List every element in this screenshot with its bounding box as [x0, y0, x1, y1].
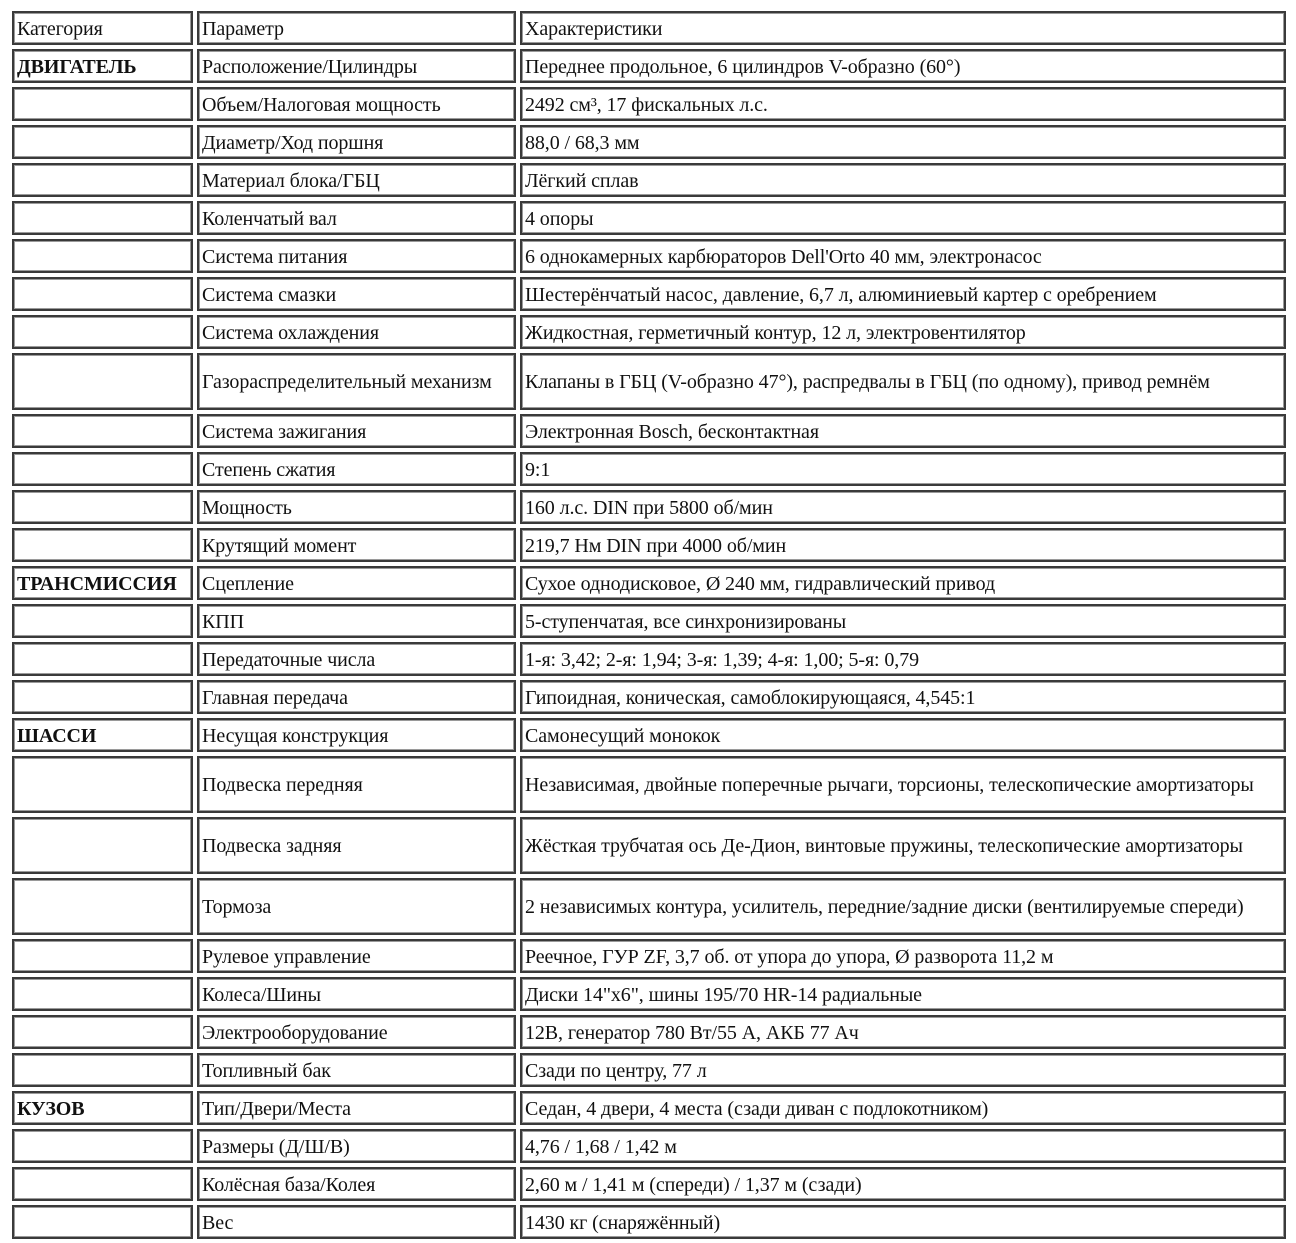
table-row: [12, 1129, 1286, 1163]
category-cell: [12, 163, 193, 197]
spec-table-body: [12, 11, 1286, 1239]
table-row: [12, 452, 1286, 486]
parameter-cell: Коленчатый вал: [197, 201, 516, 235]
table-row: [12, 1091, 1286, 1125]
value-cell: 2 независимых контура, усилитель, передние/задние диски (вентилируемые спереди): [520, 878, 1286, 935]
parameter-cell: Система зажигания: [197, 414, 516, 448]
value-cell: 88,0 / 68,3 мм: [520, 125, 1286, 159]
table-row: [12, 414, 1286, 448]
table-row: [12, 878, 1286, 935]
category-cell: КУЗОВ: [12, 1091, 193, 1125]
value-cell: 1430 кг (снаряжённый): [520, 1205, 1286, 1239]
category-cell: [12, 817, 193, 874]
value-cell: Жидкостная, герметичный контур, 12 л, электровентилятор: [520, 315, 1286, 349]
category-cell: [12, 125, 193, 159]
table-row: [12, 315, 1286, 349]
value-cell: Жёсткая трубчатая ось Де-Дион, винтовые пружины, телескопические амортизаторы: [520, 817, 1286, 874]
parameter-cell: Объем/Налоговая мощность: [197, 87, 516, 121]
category-cell: [12, 1129, 193, 1163]
value-cell: Электронная Bosch, бесконтактная: [520, 414, 1286, 448]
spec-table: [8, 7, 1290, 1243]
table-row: [12, 1015, 1286, 1049]
value-cell: 2,60 м / 1,41 м (спереди) / 1,37 м (сзади): [520, 1167, 1286, 1201]
parameter-cell: Расположение/Цилиндры: [197, 49, 516, 83]
parameter-cell: Крутящий момент: [197, 528, 516, 562]
table-row: [12, 939, 1286, 973]
header-characteristics: Характеристики: [520, 11, 1286, 45]
category-cell: [12, 939, 193, 973]
value-cell: Независимая, двойные поперечные рычаги, торсионы, телескопические амортизаторы: [520, 756, 1286, 813]
table-row: [12, 528, 1286, 562]
value-cell: Сухое однодисковое, Ø 240 мм, гидравлический привод: [520, 566, 1286, 600]
table-row: [12, 353, 1286, 410]
parameter-cell: Подвеска задняя: [197, 817, 516, 874]
value-cell: Клапаны в ГБЦ (V-образно 47°), распредвалы в ГБЦ (по одному), привод ремнём: [520, 353, 1286, 410]
category-cell: [12, 642, 193, 676]
category-cell: ДВИГАТЕЛЬ: [12, 49, 193, 83]
value-cell: Переднее продольное, 6 цилиндров V-образно (60°): [520, 49, 1286, 83]
category-cell: [12, 528, 193, 562]
category-cell: [12, 604, 193, 638]
table-row: [12, 163, 1286, 197]
value-cell: Гипоидная, коническая, самоблокирующаяся, 4,545:1: [520, 680, 1286, 714]
table-header-row: [12, 11, 1286, 45]
category-cell: [12, 1167, 193, 1201]
value-cell: Самонесущий монокок: [520, 718, 1286, 752]
table-row: [12, 49, 1286, 83]
value-cell: 160 л.с. DIN при 5800 об/мин: [520, 490, 1286, 524]
parameter-cell: Рулевое управление: [197, 939, 516, 973]
table-row: [12, 201, 1286, 235]
parameter-cell: Материал блока/ГБЦ: [197, 163, 516, 197]
category-cell: [12, 353, 193, 410]
parameter-cell: Колеса/Шины: [197, 977, 516, 1011]
table-row: [12, 490, 1286, 524]
value-cell: 2492 см³, 17 фискальных л.с.: [520, 87, 1286, 121]
parameter-cell: Система охлаждения: [197, 315, 516, 349]
parameter-cell: Размеры (Д/Ш/В): [197, 1129, 516, 1163]
parameter-cell: Подвеска передняя: [197, 756, 516, 813]
category-cell: [12, 1053, 193, 1087]
value-cell: 4,76 / 1,68 / 1,42 м: [520, 1129, 1286, 1163]
parameter-cell: Диаметр/Ход поршня: [197, 125, 516, 159]
header-parameter: Параметр: [197, 11, 516, 45]
value-cell: Реечное, ГУР ZF, 3,7 об. от упора до упора, Ø разворота 11,2 м: [520, 939, 1286, 973]
parameter-cell: Система питания: [197, 239, 516, 273]
value-cell: Шестерёнчатый насос, давление, 6,7 л, алюминиевый картер с оребрением: [520, 277, 1286, 311]
value-cell: 5-ступенчатая, все синхронизированы: [520, 604, 1286, 638]
parameter-cell: Газораспределительный механизм: [197, 353, 516, 410]
parameter-cell: Топливный бак: [197, 1053, 516, 1087]
table-row: [12, 680, 1286, 714]
table-row: [12, 642, 1286, 676]
table-row: [12, 756, 1286, 813]
value-cell: Диски 14"x6", шины 195/70 HR-14 радиальные: [520, 977, 1286, 1011]
table-row: [12, 87, 1286, 121]
category-cell: [12, 87, 193, 121]
parameter-cell: Сцепление: [197, 566, 516, 600]
value-cell: Седан, 4 двери, 4 места (сзади диван с подлокотником): [520, 1091, 1286, 1125]
table-row: [12, 604, 1286, 638]
value-cell: 6 однокамерных карбюраторов Dell'Orto 40 мм, электронасос: [520, 239, 1286, 273]
parameter-cell: Тип/Двери/Места: [197, 1091, 516, 1125]
category-cell: [12, 1205, 193, 1239]
header-category: Категория: [12, 11, 193, 45]
category-cell: [12, 414, 193, 448]
table-row: [12, 125, 1286, 159]
category-cell: ТРАНСМИССИЯ: [12, 566, 193, 600]
table-row: [12, 1167, 1286, 1201]
table-row: [12, 817, 1286, 874]
value-cell: Сзади по центру, 77 л: [520, 1053, 1286, 1087]
category-cell: [12, 239, 193, 273]
table-row: [12, 1053, 1286, 1087]
value-cell: 9:1: [520, 452, 1286, 486]
category-cell: [12, 977, 193, 1011]
table-row: [12, 277, 1286, 311]
parameter-cell: Вес: [197, 1205, 516, 1239]
parameter-cell: Система смазки: [197, 277, 516, 311]
parameter-cell: Тормоза: [197, 878, 516, 935]
category-cell: [12, 452, 193, 486]
category-cell: [12, 315, 193, 349]
value-cell: 12В, генератор 780 Вт/55 А, АКБ 77 Ач: [520, 1015, 1286, 1049]
category-cell: [12, 277, 193, 311]
value-cell: 1-я: 3,42; 2-я: 1,94; 3-я: 1,39; 4-я: 1,00; 5-я: 0,79: [520, 642, 1286, 676]
parameter-cell: Передаточные числа: [197, 642, 516, 676]
value-cell: 4 опоры: [520, 201, 1286, 235]
category-cell: [12, 490, 193, 524]
value-cell: Лёгкий сплав: [520, 163, 1286, 197]
category-cell: ШАССИ: [12, 718, 193, 752]
table-row: [12, 566, 1286, 600]
table-row: [12, 977, 1286, 1011]
category-cell: [12, 1015, 193, 1049]
parameter-cell: Мощность: [197, 490, 516, 524]
category-cell: [12, 680, 193, 714]
table-row: [12, 1205, 1286, 1239]
table-row: [12, 718, 1286, 752]
parameter-cell: Колёсная база/Колея: [197, 1167, 516, 1201]
parameter-cell: Электрооборудование: [197, 1015, 516, 1049]
category-cell: [12, 878, 193, 935]
parameter-cell: Несущая конструкция: [197, 718, 516, 752]
parameter-cell: КПП: [197, 604, 516, 638]
category-cell: [12, 756, 193, 813]
parameter-cell: Главная передача: [197, 680, 516, 714]
table-row: [12, 239, 1286, 273]
value-cell: 219,7 Нм DIN при 4000 об/мин: [520, 528, 1286, 562]
category-cell: [12, 201, 193, 235]
parameter-cell: Степень сжатия: [197, 452, 516, 486]
